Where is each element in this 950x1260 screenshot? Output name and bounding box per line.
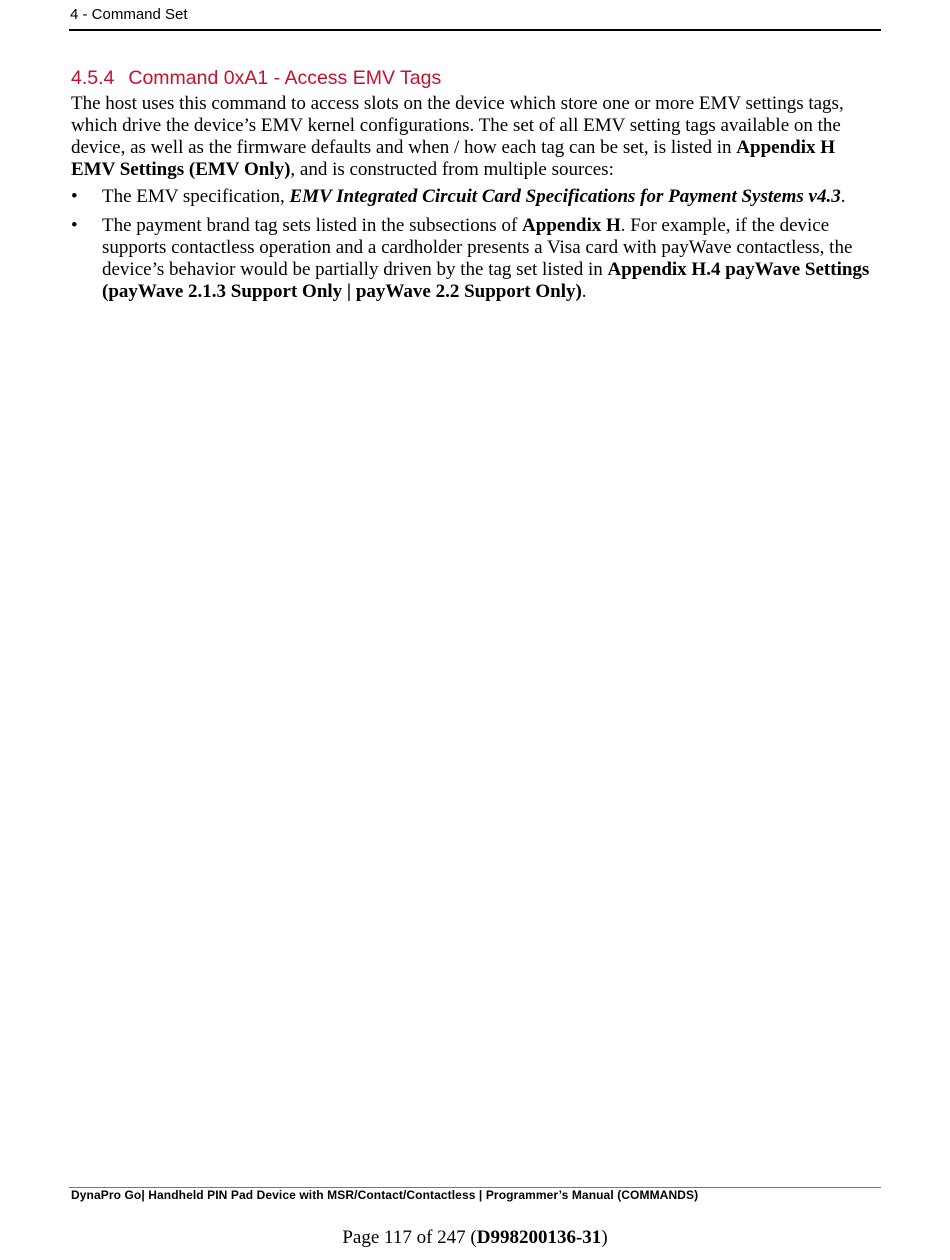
- list-item-text-mid: . For example, if the device supports contactless operation and a cardholder presents a Visa card with payWave contactless, the device’s behavior would be partially driven by the tag set listed in: [102, 215, 853, 280]
- appendix-h-reference: Appendix H EMV Settings (EMV Only): [71, 137, 836, 180]
- page-number: [0, 1227, 950, 1249]
- footer-product-line: DynaPro Go| Handheld PIN Pad Device with MSR/Contact/Contactless | Programmer’s Manual (COMMANDS): [71, 1188, 699, 1202]
- appendix-h4-reference: Appendix H.4 payWave Settings (payWave 2.1.3 Support Only | payWave 2.2 Support Only): [102, 259, 870, 302]
- list-item: [71, 215, 881, 303]
- section-title: Command 0xA1 - Access EMV Tags: [128, 67, 442, 89]
- bullet-icon: •: [71, 186, 78, 207]
- bullet-icon: •: [71, 215, 78, 236]
- intro-text: The host uses this command to access slots on the device which store one or more EMV settings tags, which drive the device’s EMV kernel configurations. The set of all EMV setting tags available on the device, as well as the firmware defaults and when / how each tag can be set, is listed in: [71, 93, 844, 158]
- document-number: D998200136-31: [476, 1227, 602, 1248]
- intro-paragraph: [71, 93, 871, 181]
- running-header: 4 - Command Set: [70, 6, 188, 23]
- section-number: 4.5.4: [71, 67, 115, 89]
- emv-spec-reference: EMV Integrated Circuit Card Specifications for Payment Systems v4.3: [289, 186, 841, 207]
- header-rule: [69, 29, 881, 31]
- section-heading: [71, 67, 441, 90]
- list-item-text: The EMV specification,: [102, 186, 290, 207]
- list-item-text-end: .: [840, 186, 846, 207]
- list-item: [71, 186, 881, 208]
- intro-text-end: , and is constructed from multiple sources:: [290, 159, 614, 180]
- list-item-text-end: .: [581, 281, 587, 302]
- sources-list: [71, 186, 881, 310]
- page-number-text: Page 117 of 247 (: [342, 1227, 477, 1248]
- appendix-h-reference: Appendix H: [522, 215, 621, 236]
- page-number-suffix: ): [601, 1227, 608, 1248]
- list-item-text: The payment brand tag sets listed in the subsections of: [102, 215, 523, 236]
